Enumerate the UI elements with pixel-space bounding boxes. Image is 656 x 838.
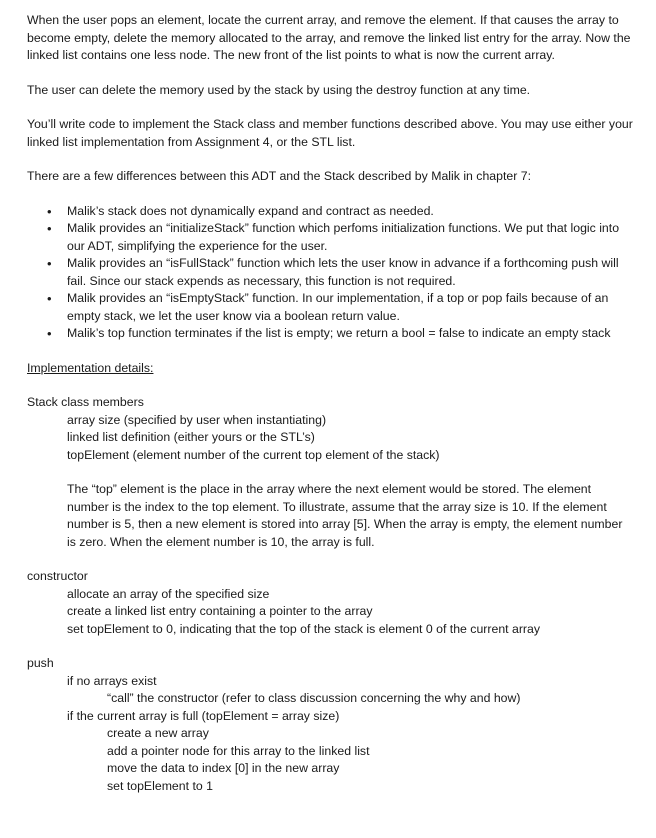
constructor-step: allocate an array of the specified size <box>67 586 270 601</box>
differences-list <box>27 203 634 343</box>
list-item: • Malik provides an “initializeStack” function which perfoms initialization functions. We put that logic into our ADT, simplifying the experience for the user. <box>67 220 634 255</box>
list-item: • Malik’s top function terminates if the list is empty; we return a bool = false to indicate an empty stack <box>67 325 634 343</box>
push-step: set topElement to 1 <box>107 778 213 793</box>
push-title: push <box>27 656 54 670</box>
member-item: array size (specified by user when instantiating) <box>67 412 327 427</box>
list-item: • Malik provides an “isFullStack” function which lets the user know in advance if a forthcoming push will fail. Since our stack expends as necessary, this function is not required. <box>67 255 634 290</box>
push-condition-no-arrays: if no arrays exist <box>67 673 157 688</box>
member-item: linked list definition (either yours or the STL’s) <box>67 430 315 444</box>
push-call-constructor: “call” the constructor (refer to class discussion concerning the why and how) <box>107 691 521 705</box>
constructor-step: create a linked list entry containing a pointer to the array <box>67 604 373 618</box>
list-item: • Malik provides an “isEmptyStack” function. In our implementation, if a top or pop fails because of an empty stack, we let the user know via a boolean return value. <box>67 290 634 325</box>
constructor-step: set topElement to 0, indicating that the top of the stack is element 0 of the current array <box>67 621 541 636</box>
push-step: add a pointer node for this array to the linked list <box>107 743 370 758</box>
top-element-note: The “top” element is the place in the array where the next element would be stored. The element number is the index to the top element. To illustrate, assume that the array size is 10. If the element number is 5, then a new element is stored into array [5]. When the array is empty, the element number is zero. When the element number is 10, the array is full. <box>67 482 623 549</box>
destroy-paragraph: The user can delete the memory used by the stack by using the destroy function at any time. <box>27 82 531 97</box>
differences-intro: There are a few differences between this ADT and the Stack described by Malik in chapter 7: <box>27 169 531 183</box>
push-step: create a new array <box>107 726 209 740</box>
implement-paragraph: You’ll write code to implement the Stack class and member functions described above. You may use either your linked list implementation from Assignment 4, or the STL list. <box>27 117 633 149</box>
implementation-heading: Implementation details: <box>27 360 154 375</box>
push-condition-full: if the current array is full (topElement = array size) <box>67 708 340 723</box>
members-title: Stack class members <box>27 395 144 409</box>
member-item: topElement (element number of the current top element of the stack) <box>67 447 440 462</box>
pop-paragraph: When the user pops an element, locate the current array, and remove the element. If that causes the array to become empty, delete the memory allocated to the array, and remove the linked list entry for the array. Now the linked list contains one less node. The new front of the list points to what is now the current array. <box>27 13 631 62</box>
constructor-title: constructor <box>27 569 88 583</box>
list-item: • Malik’s stack does not dynamically expand and contract as needed. <box>67 203 634 221</box>
push-step: move the data to index [0] in the new array <box>107 761 340 775</box>
